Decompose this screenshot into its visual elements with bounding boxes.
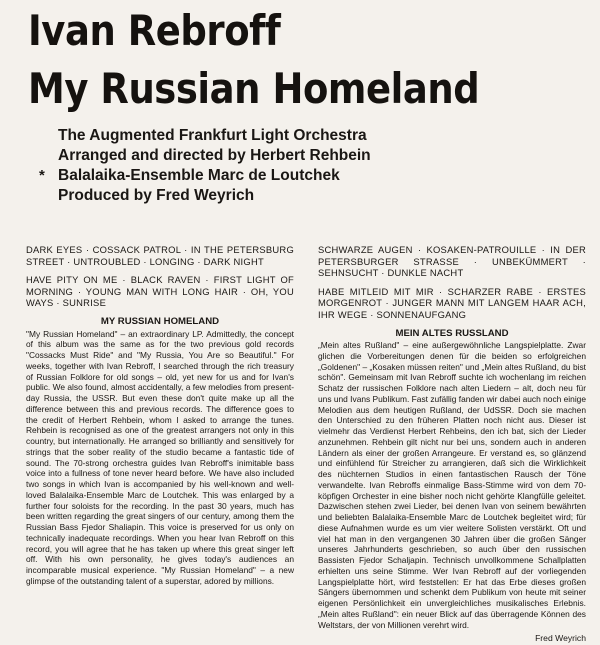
tracklist-side-2: HAVE PITY ON ME · BLACK RAVEN · FIRST LIGHT OF MORNING · YOUNG MAN WITH LONG HAIR · OH, YOU WAYS · SUNRISE <box>26 274 294 309</box>
credit-line-orchestra <box>28 126 588 146</box>
credit-text: The Augmented Frankfurt Light Orchestra <box>58 127 367 144</box>
credit-line-producer <box>28 186 588 206</box>
tracklist-side-1: DARK EYES · COSSACK PATROL · IN THE PETERSBURG STREET · UNTROUBLED · LONGING · DARK NIGHT <box>26 244 294 267</box>
asterisk-mark: * <box>39 167 45 184</box>
liner-notes-heading: MY RUSSIAN HOMELAND <box>100 315 220 327</box>
tracklist-side-1: SCHWARZE AUGEN · KOSAKEN-PATROUILLE · IN DER PETERSBURGER STRASSE · UNBEKÜMMERT · SEHNSUCHT · DUNKLE NACHT <box>318 244 586 279</box>
credit-line-arranger <box>28 146 588 166</box>
german-column <box>318 244 586 645</box>
credit-text: Arranged and directed by Herbert Rehbein <box>58 147 371 164</box>
liner-notes-text: "My Russian Homeland" – an extraordinary LP. Admittedly, the concept of this album was the same as for the two previous gold records "Cossacks Must Ride" and "My Russia, You Are so Beautiful." For weeks, together with Ivan Rebroff, I searched through the rich treasury of Russian Folklore for old songs – old, yet new for us and for Ivan's public. We also found, almost accidentally, a few melodies from present-day Russia, the USSR. But even these don't quite make up all the difference between this and previous records. The difference goes to the credit of Herbert Rehbein, whom I asked to arrange the tunes. Rehbein is recognised as one of the greatest arrangers not only in this country, but internationally. He arranged so brilliantly and sensitively for strings that the sober reality of the studio became a fantastic tide of sound. The 70-strong orchestra guides Ivan Rebroff's inimitable bass voice into a fullness of tone never heard before. We have also included two songs in which Ivan is accompanied by his well-known and well-loved Balalaika-Ensemble Marc de Loutchek. This was enlarged by a further four soloists for the recording. In the past 30 years, much has been written regarding the great singers of our century, among them the Russian Bass Fjedor Shaliapin. This voice is preserved for us only on technically inadequate recordings. When you hear Ivan Rebroff on this record, you will agree that he has taken up where this great singer left off. With his own personality, he gives today's audiences an incomparable musical experience. "My Russian Homeland" – a new glimpse of the outstanding talent of a superstar, adored by millions. <box>26 328 294 586</box>
credits-block <box>28 126 588 206</box>
tracklist-side-2: HABE MITLEID MIT MIR · SCHARZER RABE · ERSTES MORGENROT · JUNGER MANN MIT LANGEM HAAR ACH, IHR WEGE · SONNENAUFGANG <box>318 285 586 320</box>
liner-notes-text: „Mein altes Rußland" – eine außergewöhnliche Langspielplatte. Zwar glichen die Vorbereitungen denen für die beiden so erfolgreichen „Goldenen" – „Kosaken müssen reiten" und „Mein altes Rußland, du bist schön". Gemeinsam mit Ivan Rebroff suchte ich wochenlang im reichen Schatz der russischen Folklore nach alten Liedern – alt, doch neu für uns und Ivans Publikum. Fast zufällig fanden wir dabei auch noch einige Melodien aus dem heutigen Rußland, der UdSSR. Doch sie machen den Unterschied zu den früheren Platten noch nicht aus. Dieser ist vielmehr das Verdienst Herbert Rehbeins, den ich bat, sich der Lieder anzunehmen. Rehbein gilt nicht nur bei uns, sondern auch in anderen Ländern als einer der großen Arrangeure. Er verstand es, so glänzend und einfühlend für Streicher zu arrangieren, daß sich die Wirklichkeit des nüchternen Studios in einen fantastischen Rausch der Töne verwandelte. Ivan Rebroffs einmalige Bass-Stimme wird von dem 70-köpfigen Orchester in eine bisher noch nicht gehörte Klangfülle geleitet. Dazwischen stehen zwei Lieder, bei denen Ivan von seinem bewährten und beliebten Balalaika-Ensemble Marc de Loutchek begleitet wird; für diese Aufnahmen wurde es um vier weitere Solisten verstärkt. Oft und viel hat man in den vergangenen 30 Jahren über die großen Sänger unseres Jahrhunderts geschrieben, so auch über den russischen Bassisten Fjedor Schaljapin. Technisch unvollkommene Schallplatten erhielten uns seine Stimme. Wer Ivan Rebroff auf der vorliegenden Langspielplatte hört, wird feststellen: Er hat das Erbe dieses großen Sängers übernommen und schenkt dem Publikum von heute mit seiner eigenen Persönlichkeit ein unvergleichliches musikalisches Erlebnis. „Mein altes Rußland": ein neuer Blick auf das überragende Können des Weltstars, der von Millionen verehrt wird. <box>318 340 586 630</box>
signature: Fred Weyrich <box>535 633 586 644</box>
credit-text: Produced by Fred Weyrich <box>58 187 255 204</box>
credit-text: Balalaika-Ensemble Marc de Loutchek <box>58 167 340 184</box>
english-column <box>26 244 294 587</box>
credit-line-balalaika <box>28 166 588 186</box>
album-title: My Russian Homeland <box>28 64 480 113</box>
artist-name: Ivan Rebroff <box>28 6 281 55</box>
liner-notes-heading: MEIN ALTES RUSSLAND <box>395 327 509 339</box>
